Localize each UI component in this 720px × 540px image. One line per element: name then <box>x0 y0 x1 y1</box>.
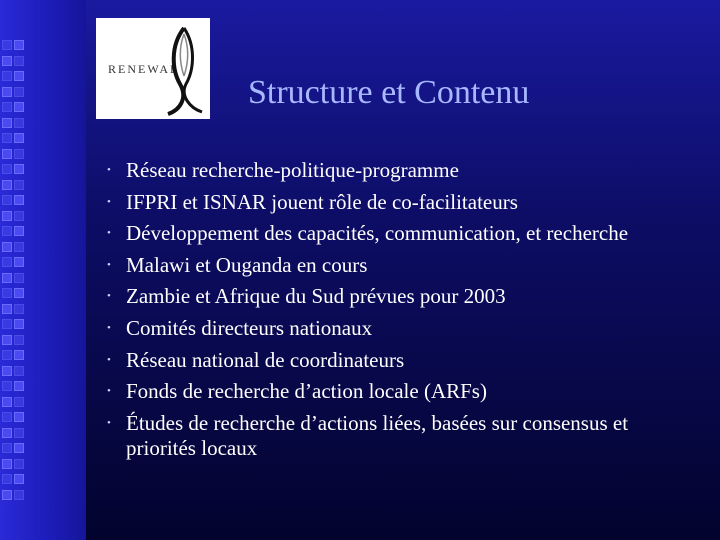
bullet-item: • Réseau national de coordinateurs <box>107 347 405 372</box>
wheat-leaf-icon <box>162 24 206 116</box>
decorative-square <box>14 459 24 469</box>
bullet-item: • Fonds de recherche d’action locale (ARFs) <box>107 379 487 404</box>
decorative-square <box>14 40 24 50</box>
bullet-list <box>107 158 697 467</box>
decorative-square <box>2 366 12 376</box>
decorative-square <box>14 56 24 66</box>
logo-wordmark: RENEWAL <box>108 62 180 76</box>
decorative-square <box>2 490 12 500</box>
decorative-square <box>2 118 12 128</box>
decorative-square <box>14 195 24 205</box>
bullet-item: • IFPRI et ISNAR jouent rôle de co-facilitateurs <box>107 189 518 214</box>
decorative-square <box>14 118 24 128</box>
decorative-square <box>14 273 24 283</box>
decorative-square <box>2 412 12 422</box>
decorative-square <box>2 102 12 112</box>
decorative-square <box>14 149 24 159</box>
bullet-icon: • <box>107 195 111 208</box>
decorative-square <box>14 490 24 500</box>
left-decorative-strip <box>0 0 86 540</box>
decorative-square <box>2 40 12 50</box>
decorative-square <box>2 397 12 407</box>
bullet-item: • Comités directeurs nationaux <box>107 315 373 340</box>
bullet-item: • Zambie et Afrique du Sud prévues pour 2003 <box>107 284 506 309</box>
decorative-square <box>14 381 24 391</box>
decorative-square <box>14 319 24 329</box>
bullet-icon: • <box>107 385 111 398</box>
decorative-square <box>2 335 12 345</box>
decorative-square <box>2 428 12 438</box>
decorative-square <box>14 288 24 298</box>
decorative-square <box>2 242 12 252</box>
bullet-icon: • <box>107 416 111 429</box>
decorative-square <box>2 180 12 190</box>
decorative-square <box>2 71 12 81</box>
decorative-square <box>14 350 24 360</box>
decorative-square <box>14 71 24 81</box>
decorative-square <box>2 304 12 314</box>
decorative-square <box>14 397 24 407</box>
bullet-item: • Malawi et Ouganda en cours <box>107 252 368 277</box>
bullet-icon: • <box>107 321 111 334</box>
decorative-square <box>2 195 12 205</box>
decorative-square <box>14 133 24 143</box>
decorative-square <box>14 226 24 236</box>
decorative-square <box>2 56 12 66</box>
decorative-square <box>14 366 24 376</box>
bullet-icon: • <box>107 258 111 271</box>
decorative-square <box>2 211 12 221</box>
decorative-square <box>2 87 12 97</box>
decorative-square <box>2 257 12 267</box>
decorative-square <box>2 273 12 283</box>
slide-title: Structure et Contenu <box>248 74 530 111</box>
decorative-square <box>14 87 24 97</box>
bullet-item: • Réseau recherche-politique-programme <box>107 158 459 182</box>
decorative-square <box>2 149 12 159</box>
decorative-square <box>14 102 24 112</box>
decorative-square <box>2 319 12 329</box>
decorative-square <box>14 257 24 267</box>
decorative-square <box>2 459 12 469</box>
decorative-square <box>2 474 12 484</box>
decorative-square <box>14 474 24 484</box>
decorative-square <box>14 304 24 314</box>
decorative-square <box>14 180 24 190</box>
decorative-square <box>14 412 24 422</box>
decorative-square <box>14 428 24 438</box>
renewal-logo <box>96 18 210 119</box>
bullet-icon: • <box>107 164 111 176</box>
bullet-item: • Développement des capacités, communication, et recherche <box>107 221 629 246</box>
bullet-icon: • <box>107 290 111 303</box>
decorative-square <box>14 443 24 453</box>
decorative-square <box>2 133 12 143</box>
decorative-square <box>14 211 24 221</box>
decorative-square <box>2 288 12 298</box>
decorative-square <box>14 242 24 252</box>
decorative-square <box>2 443 12 453</box>
bullet-icon: • <box>107 227 111 240</box>
bullet-item: • Études de recherche d’actions liées, basées sur consensus et priorités locaux <box>107 410 629 460</box>
bullet-icon: • <box>107 353 111 366</box>
decorative-square <box>14 335 24 345</box>
decorative-square <box>2 350 12 360</box>
decorative-square <box>2 164 12 174</box>
decorative-square <box>2 381 12 391</box>
decorative-square <box>14 164 24 174</box>
decorative-square <box>2 226 12 236</box>
